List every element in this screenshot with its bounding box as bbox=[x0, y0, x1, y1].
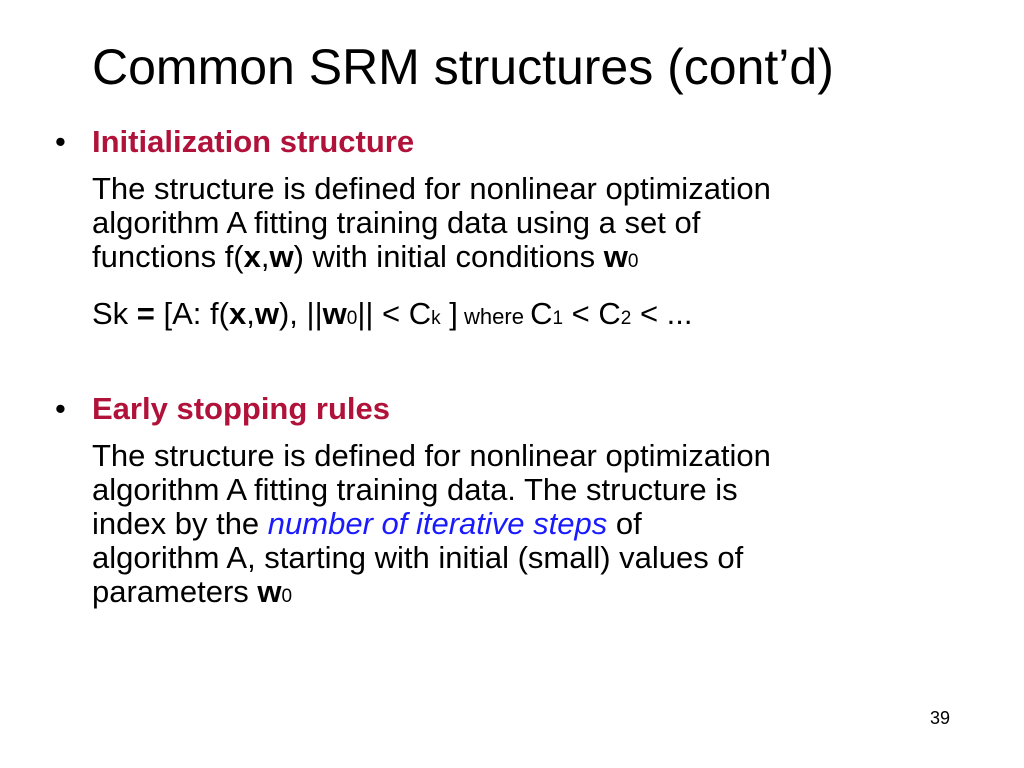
vector-w: w bbox=[269, 239, 294, 274]
formula-equals: = bbox=[136, 296, 155, 331]
text-fragment: index by the bbox=[92, 506, 268, 541]
text-line: The structure is defined for nonlinear optimization bbox=[92, 171, 771, 206]
paragraph-early-stopping bbox=[92, 439, 992, 614]
text-fragment: ) with initial conditions bbox=[293, 239, 604, 274]
subscript-1: 1 bbox=[552, 308, 564, 329]
formula-where: where bbox=[457, 304, 531, 329]
text-fragment: functions f( bbox=[92, 239, 244, 274]
formula-fragment: [A: f( bbox=[154, 296, 229, 331]
formula-fragment: C bbox=[530, 296, 553, 331]
subscript-0: 0 bbox=[281, 586, 293, 607]
text-fragment: , bbox=[260, 239, 270, 274]
formula-fragment: < ... bbox=[631, 296, 693, 331]
text-line bbox=[92, 240, 992, 279]
text-line: algorithm A, starting with initial (small) values of bbox=[92, 540, 744, 575]
vector-x: x bbox=[243, 239, 261, 274]
formula-fragment: Sk bbox=[92, 296, 137, 331]
formula-sk bbox=[92, 297, 992, 336]
slide-title: Common SRM structures (cont’d) bbox=[92, 39, 834, 95]
text-line: The structure is defined for nonlinear optimization bbox=[92, 438, 771, 473]
bullet-early-stopping: • bbox=[55, 391, 66, 426]
vector-w0: w bbox=[257, 574, 282, 609]
formula-fragment: , bbox=[246, 296, 255, 331]
subscript-0: 0 bbox=[346, 308, 358, 329]
text-line: algorithm A fitting training data using a set of bbox=[92, 205, 701, 240]
vector-x: x bbox=[228, 296, 247, 331]
formula-fragment: < C bbox=[563, 296, 621, 331]
paragraph-initialization bbox=[92, 172, 992, 279]
text-fragment: parameters bbox=[92, 574, 258, 609]
formula-fragment: ] bbox=[440, 296, 458, 331]
vector-w0: w bbox=[322, 296, 347, 331]
vector-w: w bbox=[254, 296, 279, 331]
vector-w0: w bbox=[603, 239, 628, 274]
heading-initialization-structure: Initialization structure bbox=[92, 124, 415, 159]
page-number: 39 bbox=[930, 708, 951, 728]
bullet-initialization: • bbox=[55, 124, 66, 159]
text-line bbox=[92, 507, 992, 541]
subscript-0: 0 bbox=[627, 251, 639, 272]
formula-fragment: || < C bbox=[357, 296, 432, 331]
text-line bbox=[92, 575, 992, 614]
formula-fragment: ), || bbox=[278, 296, 323, 331]
heading-early-stopping-rules: Early stopping rules bbox=[92, 391, 391, 426]
emphasis-iterative-steps: number of iterative steps bbox=[267, 506, 608, 541]
text-fragment: of bbox=[607, 506, 642, 541]
subscript-k: k bbox=[431, 308, 441, 329]
subscript-2: 2 bbox=[620, 308, 632, 329]
text-line: algorithm A fitting training data. The structure is bbox=[92, 472, 738, 507]
